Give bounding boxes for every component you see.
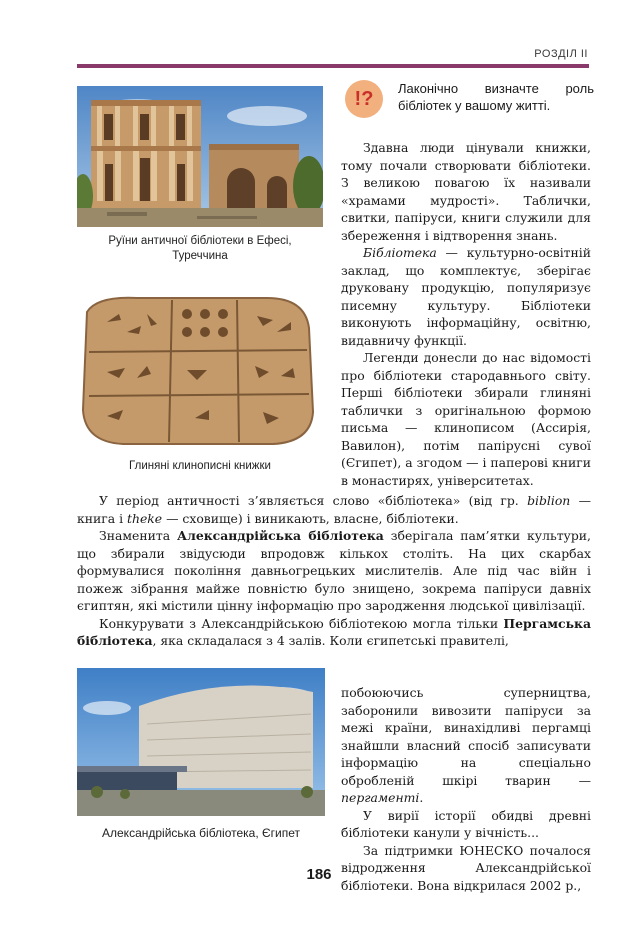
paragraph-lost: У вирії історії обидві древні бібліотеки канули у вічність... xyxy=(341,807,591,840)
term-alexandria-library: Александрійська бібліотека xyxy=(177,528,384,543)
paragraph-legends: Легенди донесли до нас відомості про бібліотеки стародавнього світу. Перші бібліотеки збирали глиняні таблички з оригінальною формою письма — клинописом (Ассирія, Вавилон), потім папірусні сувої (Єгипет), а згодом — і паперові книги в монастирях, університетах. xyxy=(341,350,591,488)
term-pergamon-library: Пергамська бібліотека xyxy=(77,615,591,648)
clay-tablet-photo xyxy=(77,292,315,448)
paragraph-parchment: побоюючись суперництва, заборонили вивозити папіруси за межі країни, винахідливі пергамці знайшли власний спосіб записувати інформацію на спеціально обробленій шкірі тварин — пергаменті. xyxy=(341,685,591,805)
term-parchment: пергаменті xyxy=(341,790,420,805)
right-column-text xyxy=(341,139,591,489)
figure-caption-alexandria: Александрійська бібліотека, Єгипет xyxy=(102,826,300,840)
section-header: РОЗДІЛ ІІ xyxy=(534,48,588,60)
figure-caption-tablet: Глиняні клинописні книжки xyxy=(129,460,271,472)
question-icon: !? xyxy=(345,80,383,118)
ephesus-library-photo xyxy=(77,86,323,227)
paragraph-intro: Здавна люди цінували книжки, тому почали створювати бібліотеки. З великою повагою їх називали «храмами мудрості». Таблички, свитки, папіруси, книги служили для збереження і відтворення знань. xyxy=(341,140,591,243)
paragraph-antiquity: У період античності з’являється слово «бібліотека» (від гр. biblion — книга і theke — сховище) і виникають, власне, бібліотеки. xyxy=(77,493,591,526)
full-width-text xyxy=(77,492,591,650)
paragraph-pergamon: Конкурувати з Александрійською бібліотекою могла тільки Пергамська бібліотека, яка складалася з 4 залів. Коли єгипетські правителі, xyxy=(77,615,591,648)
page-number: 186 xyxy=(306,866,332,883)
term-library: Бібліотека xyxy=(363,245,437,260)
right-column-continuation xyxy=(341,684,591,894)
question-text: Лаконічно визначте роль бібліотек у вашому житті. xyxy=(398,81,594,113)
header-rule xyxy=(77,64,589,68)
paragraph-alexandria: Знаменита Александрійська бібліотека зберігала пам’ятки культури, що збирали звідусюди впродовж кількох століть. На цих скарбах формувалися покоління давньогрецьких мислителів. Але під час війн і пожеж зібрання майже повністю було знищено, зокрема папіруси давніх єгиптян, які містили цінну інформацію про зародження людської цивілізації. xyxy=(77,528,591,613)
paragraph-definition: Бібліотека — культурно-освітній заклад, що комплектує, зберігає друковану продукцію, популяризує писемну культуру. Бібліотеки виконують інформаційну, освітню, видавничу функції. xyxy=(341,245,591,348)
figure-caption-ephesus: Руїни античної бібліотеки в Ефесі, Туреччина xyxy=(108,235,292,262)
paragraph-unesco: За підтримки ЮНЕСКО почалося відродження Александрійської бібліотеки. Вона відкрилася 2002 р., xyxy=(341,842,591,893)
alexandria-library-photo xyxy=(77,668,325,816)
